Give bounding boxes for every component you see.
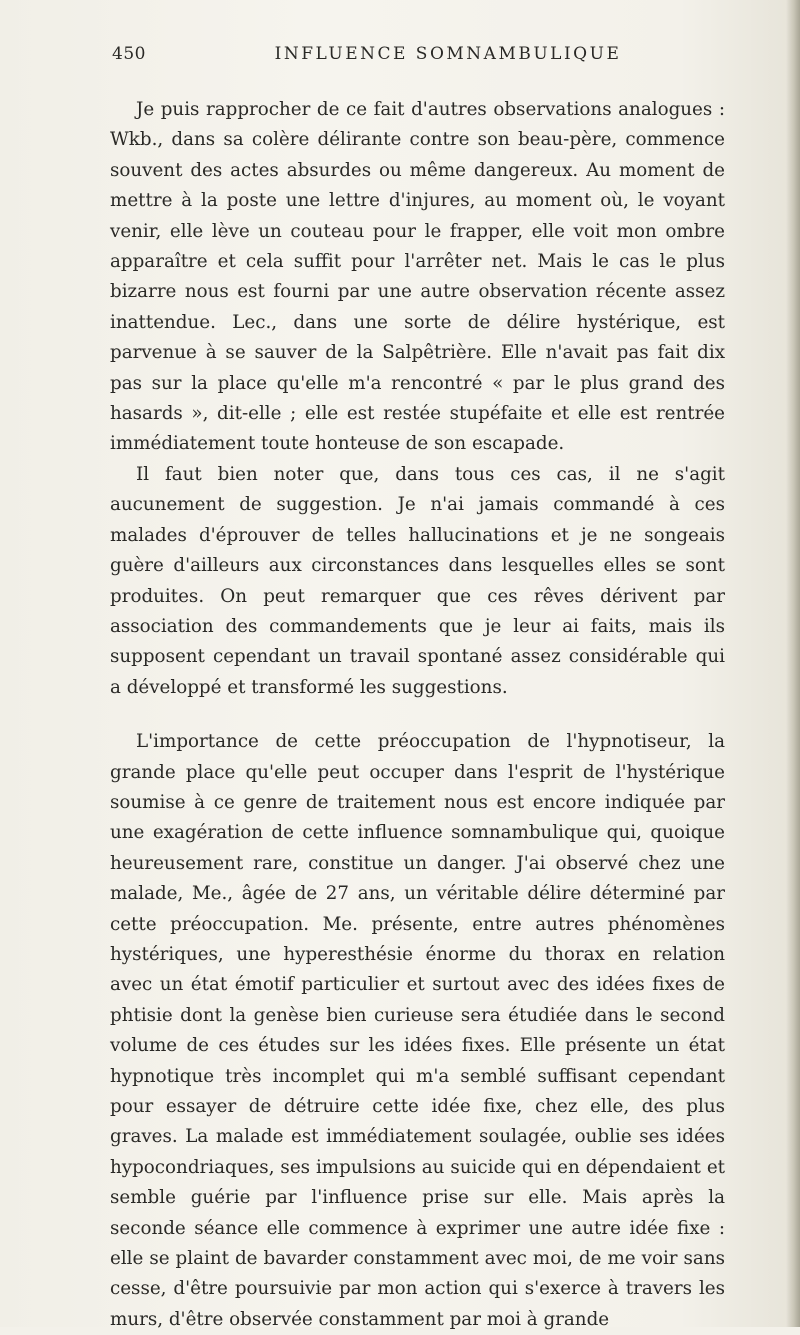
page-edge-shadow bbox=[786, 0, 800, 1327]
paragraph-suggestion: Il faut bien noter que, dans tous ces cas, il ne s'agit aucunement de suggestion. Je n'ai jamais commandé à ces malades d'éprouver de telles hallucinations et je ne songeais guère d'ailleurs aux circonstances dans lesquelles elles se sont produites. On peut remarquer que ces rêves dérivent par association des commandements que je leur ai faits, mais ils supposent cependant un travail spontané assez considérable qui a développé et transformé les suggestions. bbox=[110, 463, 725, 698]
running-head bbox=[112, 44, 724, 70]
running-title: INFLUENCE SOMNAMBULIQUE bbox=[274, 44, 622, 64]
paragraph-observations: Je puis rapprocher de ce fait d'autres observations analogues : Wkb., dans sa colère délirante contre son beau-père, commence souvent des actes absurdes ou même dangereux. Au moment de mettre à la poste une lettre d'injures, au moment où, le voyant venir, elle lève un couteau pour le frapper, elle voit mon ombre apparaître et cela suffit pour l'arrêter net. Mais le cas le plus bizarre nous est fourni par une autre observation récente assez inattendue. Lec., dans une sorte de délire hystérique, est parvenue à se sauver de la Salpêtrière. Elle n'avait pas fait dix pas sur la place qu'elle m'a rencontré « par le plus grand des hasards », dit-elle ; elle est restée stupéfaite et elle est rentrée immédiatement toute honteuse de son escapade. bbox=[110, 99, 725, 455]
body-text bbox=[110, 95, 725, 1335]
paragraph-hypnotiseur: L'importance de cette préoccupation de l'hypnotiseur, la grande place qu'elle peut occuper dans l'esprit de l'hystérique soumise à ce genre de traitement nous est encore indiquée par une exagération de cette influence somnambulique qui, quoique heureusement rare, constitue un danger. J'ai observé chez une malade, Me., âgée de 27 ans, un véritable délire déterminé par cette préoccupation. Me. présente, entre autres phénomènes hystériques, une hyperesthésie énorme du thorax en relation avec un état émotif particulier et surtout avec des idées fixes de phtisie dont la genèse bien curieuse sera étudiée dans le second volume de ces études sur les idées fixes. Elle présente un état hypnotique très incomplet qui m'a semblé suffisant cependant pour essayer de détruire cette idée fixe, chez elle, des plus graves. La malade est immédiatement soulagée, oublie ses idées hypocondriaques, ses impulsions au suicide qui en dépendaient et semble guérie par l'influence prise sur elle. Mais après la seconde séance elle commence à exprimer une autre idée fixe : elle se plaint de bavarder constamment avec moi, de me voir sans cesse, d'être poursuivie par mon action qui s'exerce à travers les murs, d'être observée constamment par moi à grande bbox=[110, 731, 725, 1330]
page-number: 450 bbox=[112, 44, 146, 64]
